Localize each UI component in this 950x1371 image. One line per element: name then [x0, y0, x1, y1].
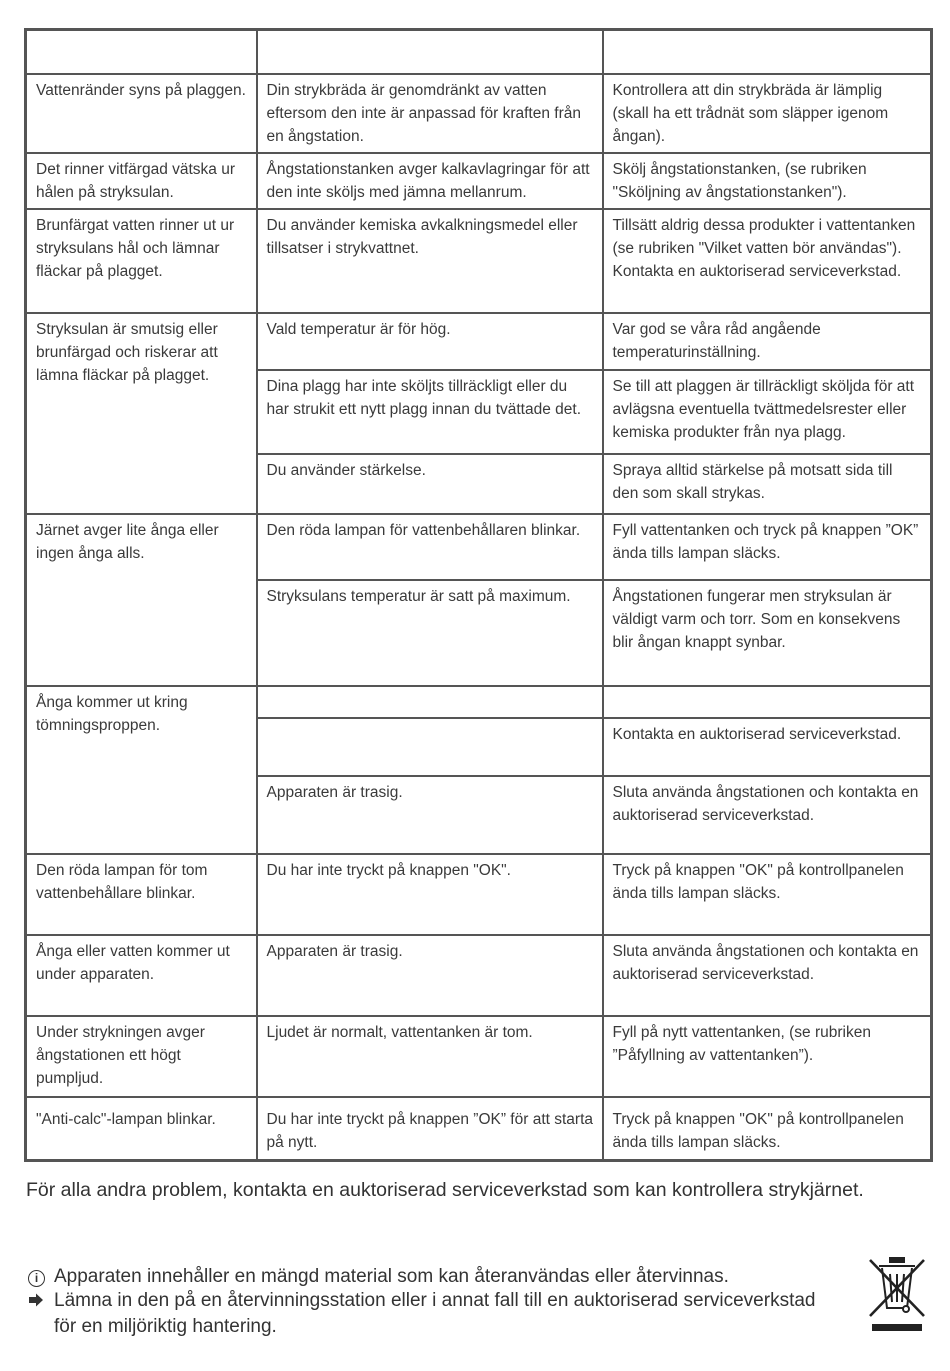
- table-row: [26, 209, 932, 313]
- cause-cell: Apparaten är trasig.: [257, 935, 603, 1016]
- cause-cell: Dina plagg har inte sköljts tillräckligt eller du har strukit ett nytt plagg innan du tvättade det.: [257, 370, 603, 454]
- header-cell: [603, 30, 932, 75]
- solution-cell: Tillsätt aldrig dessa produkter i vattentanken (se rubriken "Vilket vatten bör användas"). Kontakta en auktoriserad serviceverkstad.: [603, 209, 932, 313]
- solution-cell: Se till att plaggen är tillräckligt sköljda för att avlägsna eventuella tvättmedelsrester eller kemiska produkter från nya plagg.: [603, 370, 932, 454]
- cause-cell: [257, 686, 603, 718]
- solution-cell: Skölj ångstationstanken, (se rubriken "Sköljning av ångstationstanken").: [603, 153, 932, 209]
- table-row: [26, 1097, 932, 1160]
- solution-cell: Tryck på knappen "OK" på kontrollpanelen ända tills lampan släcks.: [603, 1097, 932, 1160]
- footer-note: För alla andra problem, kontakta en auktoriserad serviceverkstad som kan kontrollera strykjärnet.: [26, 1179, 864, 1201]
- solution-cell: Tryck på knappen "OK" på kontrollpanelen ända tills lampan släcks.: [603, 854, 932, 935]
- solution-cell: Kontrollera att din strykbräda är lämplig (skall ha ett trådnät som släpper igenom ångan).: [603, 74, 932, 153]
- table-header-row: [26, 30, 932, 75]
- solution-cell: Ångstationen fungerar men stryksulan är väldigt varm och torr. Som en konsekvens blir ångan knappt synbar.: [603, 580, 932, 686]
- cause-cell: Du använder kemiska avkalkningsmedel eller tillsatser i strykvattnet.: [257, 209, 603, 313]
- environment-text-3: för en miljöriktig hantering.: [54, 1316, 277, 1337]
- cause-cell: Ångstationstanken avger kalkavlagringar för att den inte sköljs med jämna mellanrum.: [257, 153, 603, 209]
- cause-cell: Den röda lampan för vattenbehållaren blinkar.: [257, 514, 603, 580]
- problem-cell: Ånga kommer ut kring tömningsproppen.: [26, 686, 257, 854]
- problem-cell: Ånga eller vatten kommer ut under apparaten.: [26, 935, 257, 1016]
- cause-cell: Apparaten är trasig.: [257, 776, 603, 854]
- solution-cell: Fyll vattentanken och tryck på knappen ”OK” ända tills lampan släcks.: [603, 514, 932, 580]
- solution-cell: Sluta använda ångstationen och kontakta en auktoriserad serviceverkstad.: [603, 776, 932, 854]
- table-row: [26, 74, 932, 153]
- cause-cell: Du har inte tryckt på knappen ”OK” för att starta på nytt.: [257, 1097, 603, 1160]
- info-icon: i: [28, 1270, 45, 1287]
- solution-cell: Kontakta en auktoriserad serviceverkstad.: [603, 718, 932, 776]
- cause-cell: Du använder stärkelse.: [257, 454, 603, 514]
- environment-line-recycle: [28, 1265, 858, 1289]
- solution-cell: Spraya alltid stärkelse på motsatt sida till den som skall strykas.: [603, 454, 932, 514]
- environment-text-2: Lämna in den på en återvinningsstation eller i annat fall till en auktoriserad serviceverkstad: [54, 1290, 816, 1311]
- problem-cell: Den röda lampan för tom vattenbehållare blinkar.: [26, 854, 257, 935]
- problem-cell: Vattenränder syns på plaggen.: [26, 74, 257, 153]
- cause-cell: [257, 718, 603, 776]
- problem-cell: Stryksulan är smutsig eller brunfärgad och riskerar att lämna fläckar på plagget.: [26, 313, 257, 514]
- table-row: [26, 153, 932, 209]
- problem-cell: Järnet avger lite ånga eller ingen ånga alls.: [26, 514, 257, 686]
- problem-cell: Under strykningen avger ångstationen ett högt pumpljud.: [26, 1016, 257, 1097]
- arrow-right-icon: [28, 1292, 44, 1308]
- table-row: [26, 1016, 932, 1097]
- problem-cell: Brunfärgat vatten rinner ut ur stryksulans hål och lämnar fläckar på plagget.: [26, 209, 257, 313]
- problem-cell: Det rinner vitfärgad vätska ur hålen på stryksulan.: [26, 153, 257, 209]
- header-cell: [257, 30, 603, 75]
- cause-cell: Vald temperatur är för hög.: [257, 313, 603, 370]
- solution-cell: [603, 686, 932, 718]
- solution-cell: Var god se våra råd angående temperaturinställning.: [603, 313, 932, 370]
- cause-cell: Ljudet är normalt, vattentanken är tom.: [257, 1016, 603, 1097]
- troubleshooting-table: [24, 28, 933, 1162]
- table-row: [26, 686, 932, 718]
- environment-line-dropoff: [28, 1289, 858, 1315]
- solution-cell: Fyll på nytt vattentanken, (se rubriken ”Påfyllning av vattentanken”).: [603, 1016, 932, 1097]
- environment-section: [28, 1265, 858, 1339]
- table-row: [26, 935, 932, 1016]
- cause-cell: Stryksulans temperatur är satt på maximum.: [257, 580, 603, 686]
- environment-text-1: Apparaten innehåller en mängd material som kan återanvändas eller återvinnas.: [54, 1266, 729, 1287]
- cause-cell: Du har inte tryckt på knappen "OK".: [257, 854, 603, 935]
- header-cell: [26, 30, 257, 75]
- solution-cell: Sluta använda ångstationen och kontakta en auktoriserad serviceverkstad.: [603, 935, 932, 1016]
- cause-cell: Din strykbräda är genomdränkt av vatten eftersom den inte är anpassad för kraften från en ångstation.: [257, 74, 603, 153]
- table-row: [26, 313, 932, 370]
- table-row: [26, 514, 932, 580]
- weee-crossed-bin-icon: [866, 1256, 928, 1334]
- table-row: [26, 854, 932, 935]
- problem-cell: "Anti-calc"-lampan blinkar.: [26, 1097, 257, 1160]
- environment-line-dropoff-cont: [28, 1315, 858, 1339]
